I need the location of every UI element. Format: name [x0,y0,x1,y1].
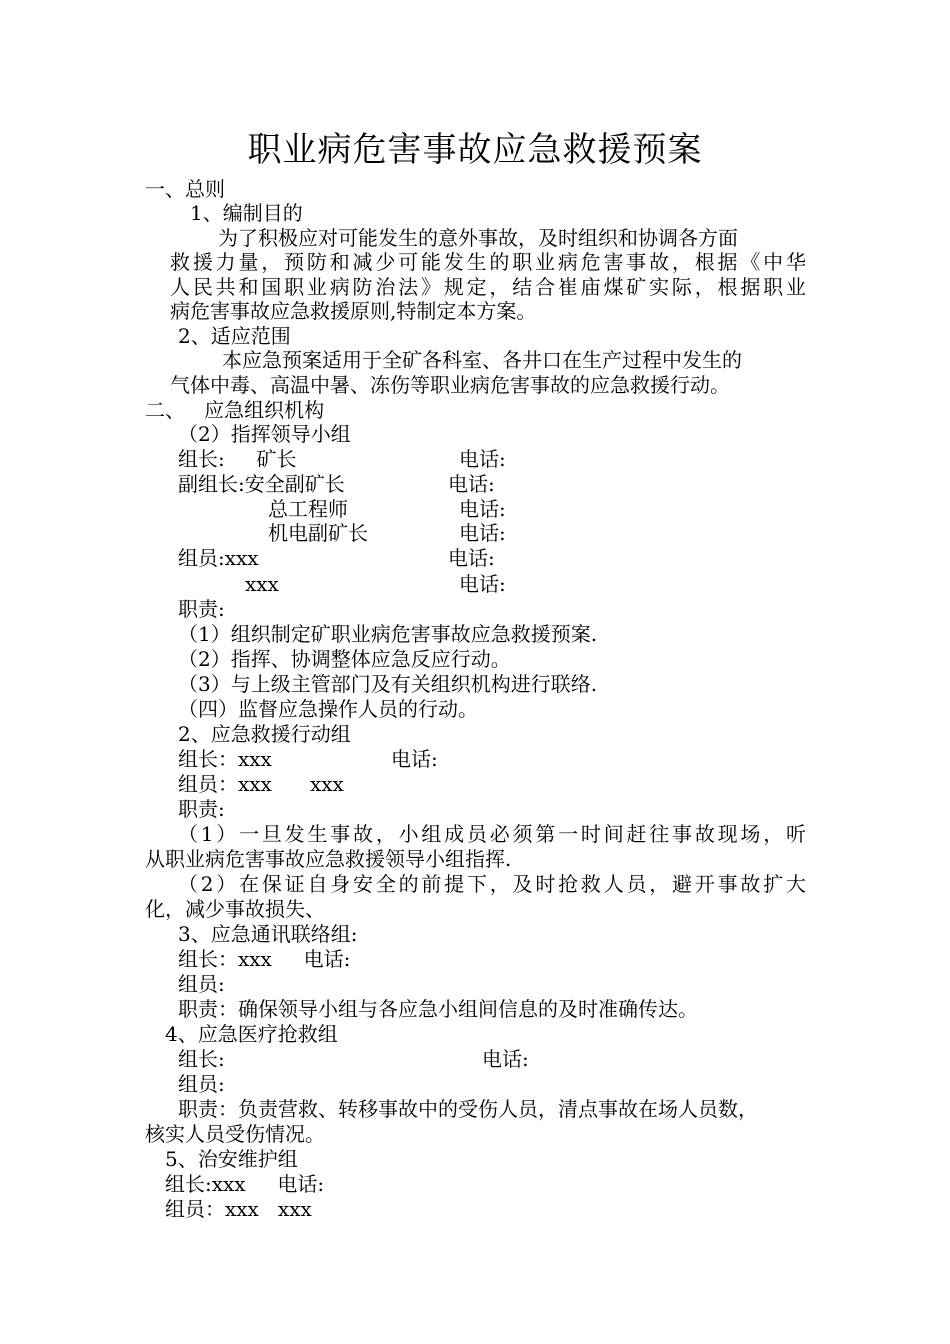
group-heading-rescue: 2、应急救援行动组 [178,722,351,746]
duty-item: （3）与上级主管部门及有关组织机构进行联络. [178,672,598,696]
group-heading-medical: 4、应急医疗抢救组 [165,1022,338,1046]
section-heading-organization: 二、 应急组织机构 [145,398,325,422]
duty-item: （四）监督应急操作人员的行动。 [178,697,478,721]
leader-phone: 电话: [391,747,438,771]
duty-item: （1）组织制定矿职业病危害事故应急救援预案. [178,622,598,646]
member-row-phone: 电话: [448,546,495,570]
paragraph-line: 人民共和国职业病防治法》规定，结合崔庙煤矿实际，根据职业 [170,275,806,299]
member-row-left: 组长: 矿长 [178,447,297,471]
member-row-left: 组员:xxx [178,546,259,570]
members-row: 组员: [178,972,225,996]
member-row-phone: 电话: [459,521,506,545]
members-row: 组员: [178,1072,225,1096]
duty-item: 核实人员受伤情况。 [145,1122,325,1146]
members-row: 组员：xxx xxx [178,772,344,796]
group-heading-command: （2）指挥领导小组 [178,422,351,446]
paragraph-line: 为了积极应对可能发生的意外事故，及时组织和协调各方面 [218,226,738,250]
leader-row: 组长: [178,1047,225,1071]
paragraph-line: 病危害事故应急救援原则,特制定本方案。 [170,299,537,323]
leader-row: 组长：xxx 电话: [178,947,351,971]
subsection-heading-scope: 2、适应范围 [178,324,291,348]
duty-item: （2）指挥、协调整体应急反应行动。 [178,647,511,671]
paragraph-line: 本应急预案适用于全矿各科室、各井口在生产过程中发生的 [222,348,742,372]
duty-item: 职责：确保领导小组与各应急小组间信息的及时准确传达。 [178,997,698,1021]
duty-item: （2）在保证自身安全的前提下，及时抢救人员，避开事故扩大 [178,872,806,896]
section-heading-general: 一、总则 [145,177,225,201]
group-heading-security: 5、治安维护组 [165,1147,298,1171]
duty-label: 职责: [178,797,225,821]
member-row-phone: 电话: [448,472,495,496]
member-row-phone: 电话: [459,447,506,471]
paragraph-line: 救援力量，预防和减少可能发生的职业病危害事故，根据《中华 [170,250,806,274]
member-row-phone: 电话: [459,572,506,596]
member-row-left: xxx [245,572,279,596]
leader-phone: 电话: [482,1047,529,1071]
duty-label: 职责: [178,597,225,621]
duty-item: 职责：负责营救、转移事故中的受伤人员，清点事故在场人员数， [178,1097,758,1121]
duty-item: （1）一旦发生事故，小组成员必须第一时间赶往事故现场，听 [178,822,806,846]
paragraph-line: 气体中毒、高温中暑、冻伤等职业病危害事故的应急救援行动。 [170,373,730,397]
document-title: 职业病危害事故应急救援预案 [247,130,703,170]
duty-item: 从职业病危害事故应急救援领导小组指挥. [145,847,512,871]
member-row-left: 总工程师 [268,497,348,521]
group-heading-communication: 3、应急通讯联络组: [178,922,358,946]
member-row-left: 机电副矿长 [268,521,368,545]
leader-row: 组长:xxx 电话: [165,1172,325,1196]
member-row-phone: 电话: [459,497,506,521]
subsection-heading-purpose: 1、编制目的 [190,201,303,225]
members-row: 组员：xxx xxx [165,1197,312,1221]
leader-row: 组长：xxx [178,747,272,771]
member-row-left: 副组长:安全副矿长 [178,472,345,496]
duty-item: 化，减少事故损失、 [145,897,325,921]
